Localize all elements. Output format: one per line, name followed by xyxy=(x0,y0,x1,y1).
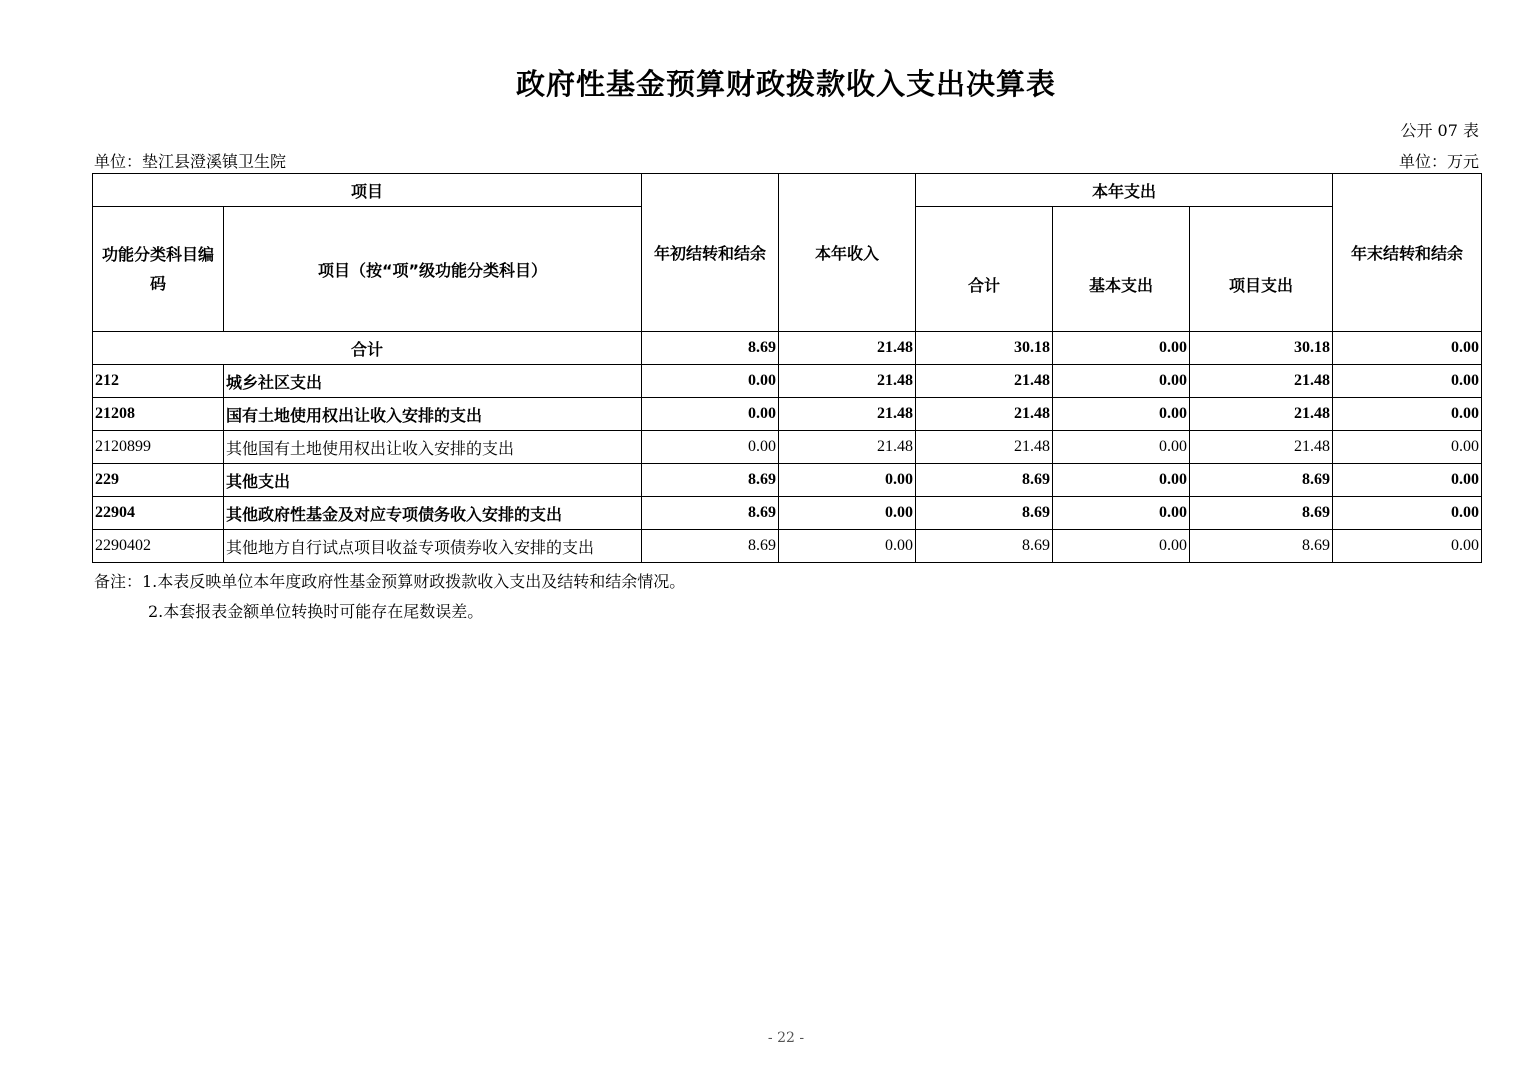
total-closing: 0.00 xyxy=(1333,332,1482,365)
row-opening: 8.69 xyxy=(642,530,779,563)
row-opening: 8.69 xyxy=(642,497,779,530)
row-code: 2120899 xyxy=(93,431,224,464)
row-exp-total: 8.69 xyxy=(916,530,1053,563)
total-exp-project: 30.18 xyxy=(1190,332,1333,365)
row-income: 0.00 xyxy=(779,464,916,497)
currency-unit: 单位：万元 xyxy=(1398,152,1479,171)
header-current-expense: 本年支出 xyxy=(916,174,1333,207)
row-code: 229 xyxy=(93,464,224,497)
header-project-expense: 项目支出 xyxy=(1190,207,1333,332)
row-exp-basic: 0.00 xyxy=(1053,431,1190,464)
table-row xyxy=(93,497,1482,530)
row-code: 212 xyxy=(93,365,224,398)
row-closing: 0.00 xyxy=(1333,497,1482,530)
row-exp-project: 21.48 xyxy=(1190,365,1333,398)
row-closing: 0.00 xyxy=(1333,464,1482,497)
total-label: 合计 xyxy=(93,332,642,365)
row-closing: 0.00 xyxy=(1333,431,1482,464)
note-line-1: 备注：1.本表反映单位本年度政府性基金预算财政拨款收入支出及结转和结余情况。 xyxy=(94,572,686,591)
row-opening: 0.00 xyxy=(642,398,779,431)
notes xyxy=(94,567,685,627)
header-opening-balance: 年初结转和结余 xyxy=(642,174,779,332)
row-exp-project: 21.48 xyxy=(1190,431,1333,464)
row-code: 22904 xyxy=(93,497,224,530)
row-exp-total: 8.69 xyxy=(916,497,1053,530)
table-row xyxy=(93,431,1482,464)
document-title: 政府性基金预算财政拨款收入支出决算表 xyxy=(515,67,1056,101)
total-opening: 8.69 xyxy=(642,332,779,365)
form-code: 公开 07 表 xyxy=(1400,121,1479,140)
row-exp-total: 8.69 xyxy=(916,464,1053,497)
header-current-income: 本年收入 xyxy=(779,174,916,332)
row-exp-basic: 0.00 xyxy=(1053,497,1190,530)
table-row xyxy=(93,365,1482,398)
total-income: 21.48 xyxy=(779,332,916,365)
row-income: 0.00 xyxy=(779,497,916,530)
row-opening: 0.00 xyxy=(642,365,779,398)
row-name: 其他国有土地使用权出让收入安排的支出 xyxy=(224,431,642,464)
row-exp-project: 21.48 xyxy=(1190,398,1333,431)
row-closing: 0.00 xyxy=(1333,530,1482,563)
row-exp-basic: 0.00 xyxy=(1053,530,1190,563)
row-exp-basic: 0.00 xyxy=(1053,365,1190,398)
row-name: 城乡社区支出 xyxy=(224,365,642,398)
table-row-total xyxy=(93,332,1482,365)
row-exp-total: 21.48 xyxy=(916,431,1053,464)
row-closing: 0.00 xyxy=(1333,398,1482,431)
header-expense-total: 合计 xyxy=(916,207,1053,332)
page-number: - 22 - xyxy=(767,1030,805,1046)
note-line-2: 2.本套报表金额单位转换时可能存在尾数误差。 xyxy=(148,602,484,621)
row-exp-total: 21.48 xyxy=(916,398,1053,431)
row-exp-basic: 0.00 xyxy=(1053,398,1190,431)
row-exp-basic: 0.00 xyxy=(1053,464,1190,497)
unit-name: 单位：垫江县澄溪镇卫生院 xyxy=(94,152,287,171)
row-exp-total: 21.48 xyxy=(916,365,1053,398)
row-name: 其他支出 xyxy=(224,464,642,497)
header-code: 功能分类科目编码 xyxy=(93,207,224,332)
row-income: 21.48 xyxy=(779,398,916,431)
row-opening: 8.69 xyxy=(642,464,779,497)
row-name: 国有土地使用权出让收入安排的支出 xyxy=(224,398,642,431)
header-name: 项目（按“项”级功能分类科目） xyxy=(224,207,642,332)
table-row xyxy=(93,464,1482,497)
total-exp-basic: 0.00 xyxy=(1053,332,1190,365)
budget-table xyxy=(92,173,1482,563)
row-name: 其他地方自行试点项目收益专项债券收入安排的支出 xyxy=(224,530,642,563)
total-exp-total: 30.18 xyxy=(916,332,1053,365)
row-income: 21.48 xyxy=(779,431,916,464)
row-name: 其他政府性基金及对应专项债务收入安排的支出 xyxy=(224,497,642,530)
header-basic-expense: 基本支出 xyxy=(1053,207,1190,332)
row-income: 0.00 xyxy=(779,530,916,563)
row-opening: 0.00 xyxy=(642,431,779,464)
row-code: 21208 xyxy=(93,398,224,431)
table-row xyxy=(93,530,1482,563)
header-closing-balance: 年末结转和结余 xyxy=(1333,174,1482,332)
row-closing: 0.00 xyxy=(1333,365,1482,398)
row-exp-project: 8.69 xyxy=(1190,497,1333,530)
row-exp-project: 8.69 xyxy=(1190,530,1333,563)
row-exp-project: 8.69 xyxy=(1190,464,1333,497)
row-code: 2290402 xyxy=(93,530,224,563)
row-income: 21.48 xyxy=(779,365,916,398)
header-project: 项目 xyxy=(93,174,642,207)
table-row xyxy=(93,398,1482,431)
